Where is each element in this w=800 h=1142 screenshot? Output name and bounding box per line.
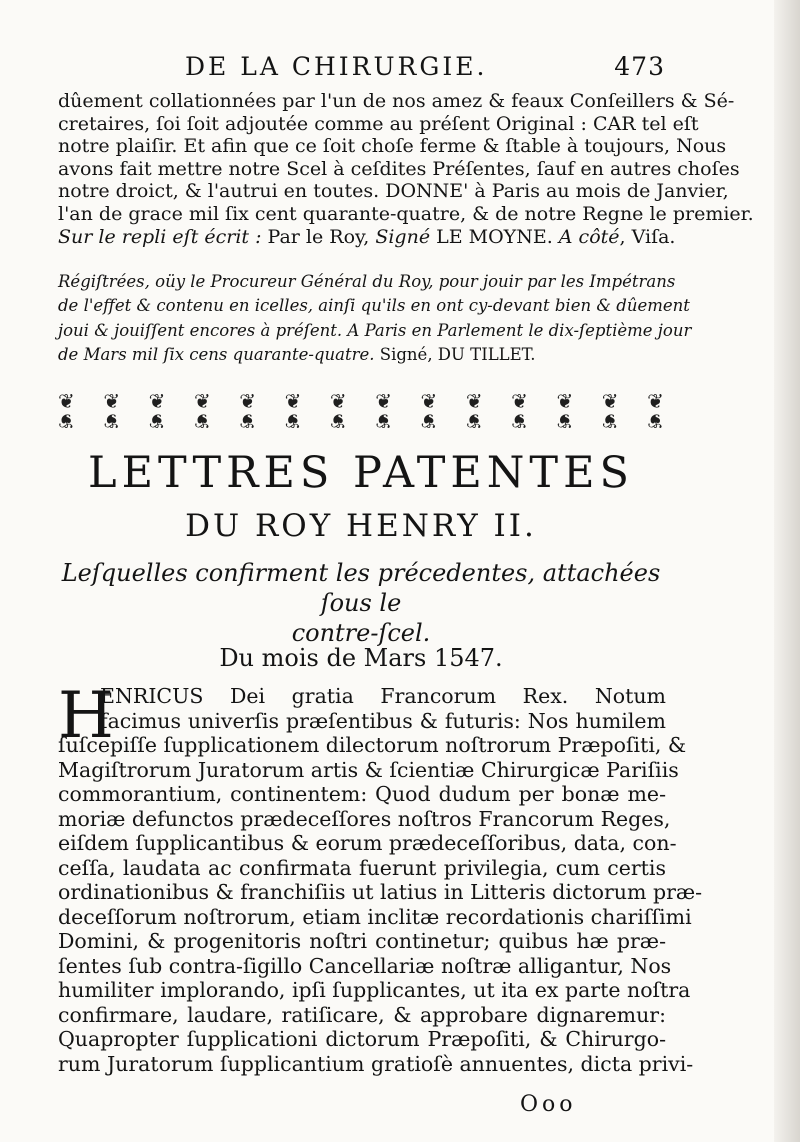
text-line: Magiſtrorum Juratorum artis & ſcientiæ Chirurgicæ Pariſiis [58, 757, 679, 782]
text-line: avons fait mettre notre Scel à ceſdites Préſentes, ſauf en autres choſes [58, 157, 740, 180]
text-line: dûement collationnées par l'un de nos amez & feaux Conſeillers & Sé- [58, 90, 735, 112]
text-line: ENRICUS Dei gratia Francorum Rex. Notum [100, 684, 666, 708]
text-line: Quapropter ſupplicationi dictorum Præpoſiti, & Chirurgo- [58, 1027, 666, 1051]
text-line: humiliter implorando, ipſi ſupplicantes, ut ita ex parte noſtra [58, 978, 691, 1002]
document-subtitle: DU ROY HENRY II. [185, 508, 537, 544]
text-line: facimus univerſis præſentibus & futuris: Nos humilem [100, 708, 666, 733]
text-line: ordinationibus & franchiſiis ut latius in Litteris dictorum præ- [58, 880, 703, 904]
text-line: commorantium, continentem: Quod dudum per bonæ me- [58, 782, 666, 806]
endorsement-text: Par le Roy, [261, 225, 376, 248]
text-line: deceſſorum noſtrorum, etiam inclitæ recordationis chariſſimi [58, 904, 692, 929]
fleuron-ornament-icon: ❦ ❦ [465, 389, 483, 433]
signature-mark: Ooo [520, 1092, 577, 1117]
text-line: notre plaiſir. Et afin que ce ſoit choſe ferme & ſtable à toujours, Nous [58, 135, 727, 158]
text-line: rum Juratorum ſupplicantium gratioſè annuentes, dicta privi- [58, 1051, 694, 1076]
signe-label: Signé [375, 225, 431, 248]
page-number: 473 [614, 52, 665, 81]
fleuron-ornament-icon: ❦ ❦ [329, 389, 347, 433]
fleuron-ornament-icon: ❦ ❦ [193, 389, 211, 433]
running-head-title: DE LA CHIRURGIE. [185, 52, 488, 81]
signatory-name: LE MOYNE. [430, 225, 559, 248]
drop-cap-letter: H [58, 679, 114, 753]
registration-date: de Mars mil ſix cens quarante-quatre. [58, 345, 380, 365]
text-line: Domini, & progenitoris noſtri continetur; quibus hæ præ- [58, 929, 666, 953]
fleuron-ornament-icon: ❦ ❦ [375, 389, 392, 433]
description-line: Leſquelles confirment les précedentes, attachées ſous le [61, 559, 661, 617]
document-description [58, 558, 664, 648]
cote-label: A côté [558, 225, 620, 248]
fleuron-ornament-icon: ❦ ❦ [103, 389, 121, 433]
fleuron-ornament-icon: ❦ ❦ [601, 389, 619, 433]
ornamental-band [58, 390, 664, 432]
page-gutter-shadow [774, 0, 800, 1142]
document-title: LETTRES PATENTES [88, 448, 634, 498]
visa-text: , Viſa. [619, 225, 676, 248]
registration-line [58, 343, 666, 367]
endorsement-label: Sur le repli eſt écrit : [58, 225, 262, 248]
text-line: l'an de grace mil ſix cent quarante-quatre, & de notre Regne le premier. [58, 202, 754, 225]
text-line: cretaires, ſoi ſoit adjoutée comme au préſent Original : CAR tel eſt [58, 112, 699, 135]
previous-document-text [58, 90, 754, 248]
text-line: confirmare, laudare, ratiſicare, & approbare dignaremur: [58, 1002, 666, 1027]
text-line: ceſſa, laudata ac confirmata fuerunt privilegia, cum certis [58, 855, 666, 880]
fleuron-ornament-icon: ❦ ❦ [148, 389, 166, 433]
text-line: ſuſcepiſſe ſupplicationem dilectorum noſtrorum Præpoſiti, & [58, 733, 687, 757]
registration-line: de l'effet & contenu en icelles, ainſi qu'ils en ont cy-devant bien & dûement [58, 296, 690, 316]
registration-line: Régiſtrées, oüy le Procureur Général du Roy, pour jouir par les Impétrans [58, 272, 676, 291]
running-head [185, 52, 665, 88]
signature-line [58, 225, 676, 249]
text-line: eiſdem ſupplicantibus & eorum prædeceſſoribus, data, con- [58, 831, 677, 855]
fleuron-ornament-icon: ❦ ❦ [58, 389, 75, 433]
registration-line: joui & jouiſſent encores à préſent. A Paris en Parlement le dix-ſeptième jour [58, 320, 692, 340]
registration-signature: Signé, DU TILLET. [379, 345, 536, 365]
registration-note [58, 270, 692, 368]
fleuron-ornament-icon: ❦ ❦ [239, 389, 257, 433]
description-line: contre-ſcel. [291, 619, 431, 647]
fleuron-ornament-icon: ❦ ❦ [556, 389, 574, 433]
text-line: ſentes ſub contra-ſigillo Cancellariæ noſtræ alligantur, Nos [58, 953, 672, 978]
text-line: notre droict, & l'autrui en toutes. DONNE' à Paris au mois de Janvier, [58, 180, 729, 203]
document-date: Du mois de Mars 1547. [219, 644, 503, 672]
text-line: moriæ defunctos prædeceſſores noſtros Francorum Reges, [58, 806, 671, 831]
latin-body-text [58, 679, 703, 1076]
fleuron-ornament-icon: ❦ ❦ [284, 389, 302, 433]
fleuron-ornament-icon: ❦ ❦ [420, 389, 438, 433]
fleuron-ornament-icon: ❦ ❦ [647, 389, 664, 433]
fleuron-ornament-icon: ❦ ❦ [511, 389, 528, 433]
